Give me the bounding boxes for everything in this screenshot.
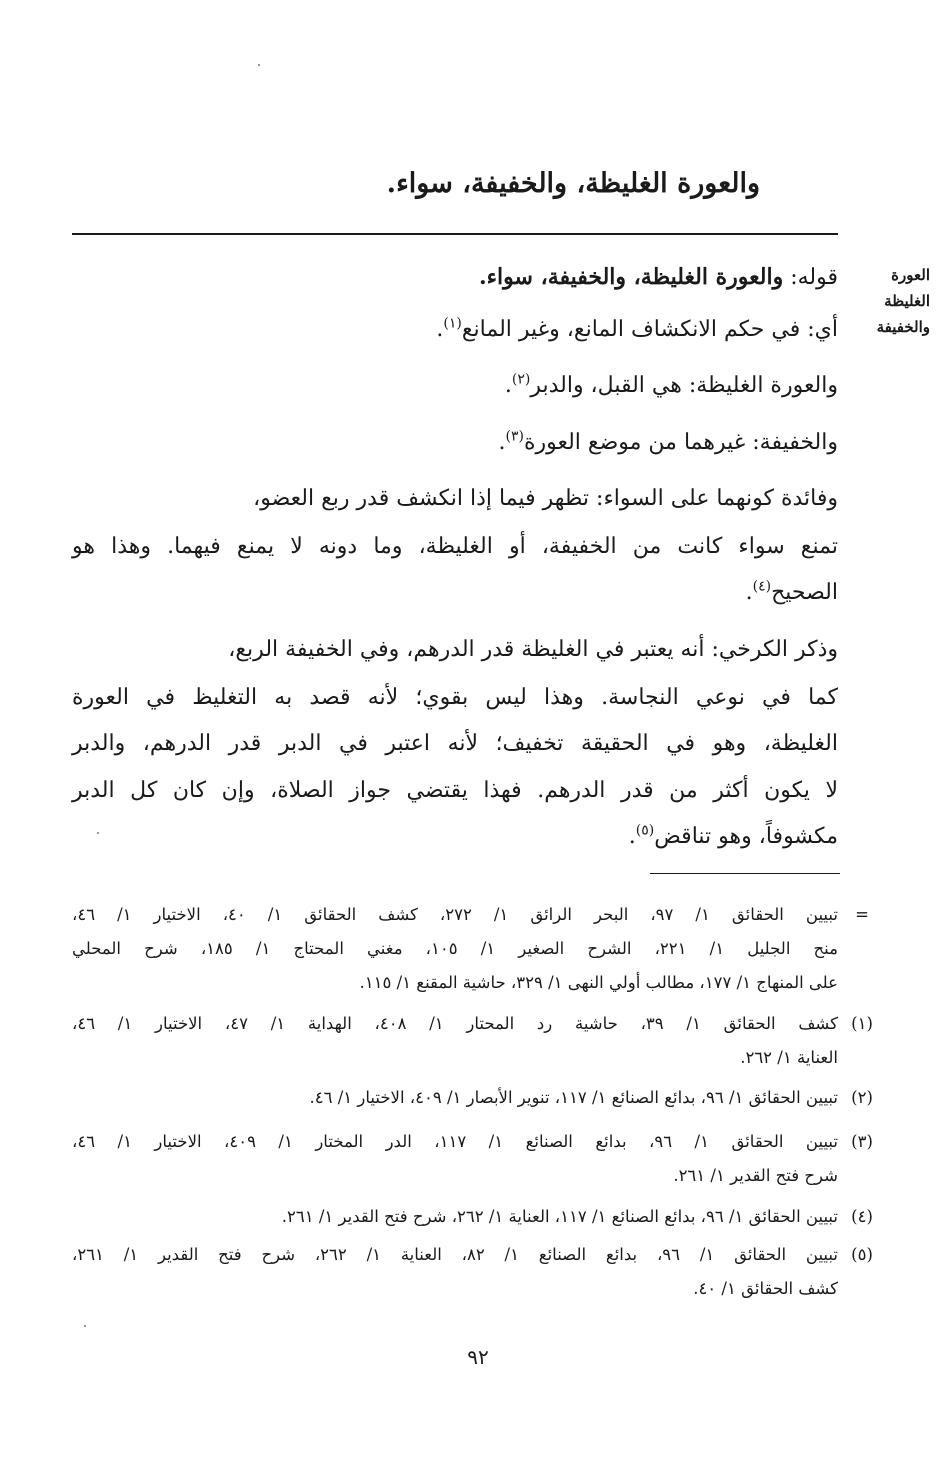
paragraph-karkhi-line5 (629, 822, 838, 852)
paragraph-end: . (504, 373, 512, 398)
footnote-marker: (١) (851, 1014, 873, 1033)
footnote-ref[interactable]: (٣) (505, 428, 524, 445)
footnote-line: منح الجليل ١/ ٢٢١، الشرح الصغير ١/ ١٠٥، مغني المحتاج ١/ ١٨٥، شرح المحلي (72, 939, 838, 958)
paragraph-text: والخفيفة: غيرهما من موضع العورة (523, 430, 838, 455)
paragraph-karkhi-line2: كما في نوعي النجاسة. وهذا ليس بقوي؛ لأنه قصد به التغليظ في العورة (72, 685, 838, 710)
paragraph-faida-line3 (746, 578, 838, 608)
footnote-line: تبيين الحقائق ١/ ٩٦، بدائع الصنائع ١/ ١١٧، الدر المختار ١/ ٤٠٩، الاختيار ١/ ٤٦، (72, 1132, 838, 1151)
footnote-line: على المنهاج ١/ ١٧٧، مطالب أولي النهى ١/ ٣٢٩، حاشية المقنع ١/ ١١٥. (359, 973, 838, 992)
page-number: ٩٢ (467, 1345, 489, 1369)
quoted-text: والعورة الغليظة، والخفيفة، سواء. (479, 264, 784, 290)
footnote-ref[interactable]: (١) (443, 315, 462, 332)
paragraph-text: الصحيح (771, 580, 838, 605)
paragraph-text: مكشوفاً، وهو تناقض (654, 824, 838, 849)
footnote-2 (72, 1081, 873, 1115)
footnote-marker: (٢) (851, 1088, 873, 1107)
footnote-marker: = (855, 905, 869, 924)
paragraph-ghaliza (505, 371, 838, 401)
footnote-line: العناية ١/ ٢٦٢. (740, 1048, 838, 1067)
paragraph-karkhi-line4: لا يكون أكثر من قدر الدرهم. فهذا يقتضي جواز الصلاة، وإن كان كل الدبر (72, 778, 838, 803)
paragraph-end: . (498, 430, 506, 455)
scan-speck (258, 64, 260, 66)
paragraph-end: . (745, 580, 753, 605)
margin-note-line: والخفيفة (876, 318, 930, 336)
footnote-ref[interactable]: (٤) (752, 578, 772, 595)
paragraph-end: . (628, 824, 636, 849)
lead-word: قوله: (790, 265, 838, 290)
footnote-marker: (٤) (851, 1207, 873, 1226)
paragraph-faida-line2: تمنع سواء كانت من الخفيفة، أو الغليظة، وما دونه لا يمنع فيهما. وهذا هو (72, 534, 838, 559)
header-rule (72, 233, 838, 235)
footnote-marker: (٥) (851, 1245, 873, 1264)
paragraph-text: أي: في حكم الانكشاف المانع، وغير المانع (461, 317, 838, 342)
scan-speck (84, 1325, 86, 1327)
footnote-line: كشف الحقائق ١/ ٣٩، حاشية رد المحتار ١/ ٤٠٨، الهداية ١/ ٤٧، الاختيار ١/ ٤٦، (72, 1014, 838, 1033)
paragraph-text: والعورة الغليظة: هي القبل، والدبر (530, 373, 838, 398)
footnote-line: تبيين الحقائق ١/ ٩٦، بدائع الصنائع ١/ ١١٧، تنوير الأبصار ١/ ٤٠٩، الاختيار ١/ ٤٦. (309, 1088, 838, 1107)
footnote-separator (650, 873, 840, 874)
footnote-line: شرح فتح القدير ١/ ٢٦١. (673, 1166, 838, 1185)
scan-speck (97, 832, 99, 834)
running-header: والعورة الغليظة، والخفيفة، سواء. (386, 168, 760, 199)
footnote-ref[interactable]: (٥) (635, 822, 655, 839)
footnote-1 (72, 1007, 873, 1075)
footnote-line: تبيين الحقائق ١/ ٩٧، البحر الرائق ١/ ٢٧٢، كشف الحقائق ١/ ٤٠، الاختيار ١/ ٤٦، (72, 905, 838, 924)
paragraph-khafifa (498, 428, 838, 458)
paragraph-ay (436, 315, 838, 345)
footnote-ref[interactable]: (٢) (511, 371, 531, 388)
footnote-line: تبيين الحقائق ١/ ٩٦، بدائع الصنائع ١/ ٨٢، العناية ١/ ٢٦٢، شرح فتح القدير ١/ ٢٦١، (72, 1245, 838, 1264)
footnote-line: تبيين الحقائق ١/ ٩٦، بدائع الصنائع ١/ ١١٧، العناية ١/ ٢٦٢، شرح فتح القدير ١/ ٢٦١. (281, 1207, 838, 1226)
paragraph-faida-line1: وفائدة كونهما على السواء: تظهر فيما إذا انكشف قدر ربع العضو، (253, 486, 838, 511)
paragraph-karkhi-line3: الغليظة، وهو في الحقيقة تخفيف؛ لأنه اعتبر في الدبر قدر الدرهم، والدبر (72, 731, 838, 756)
footnote-line: كشف الحقائق ١/ ٤٠. (693, 1279, 838, 1298)
footnote-marker: (٣) (851, 1132, 873, 1151)
footnote-3 (72, 1125, 873, 1193)
footnote-5 (72, 1238, 873, 1306)
margin-note-line: الغليظة (884, 292, 930, 310)
paragraph-karkhi-line1: وذكر الكرخي: أنه يعتبر في الغليظة قدر الدرهم، وفي الخفيفة الربع، (228, 637, 838, 662)
footnote-4 (72, 1200, 873, 1234)
paragraph-end: . (436, 317, 444, 342)
footnote-continued (72, 898, 869, 1000)
margin-note-line: العورة (891, 266, 930, 284)
paragraph-qawluh (479, 262, 838, 293)
margin-note (850, 262, 930, 340)
